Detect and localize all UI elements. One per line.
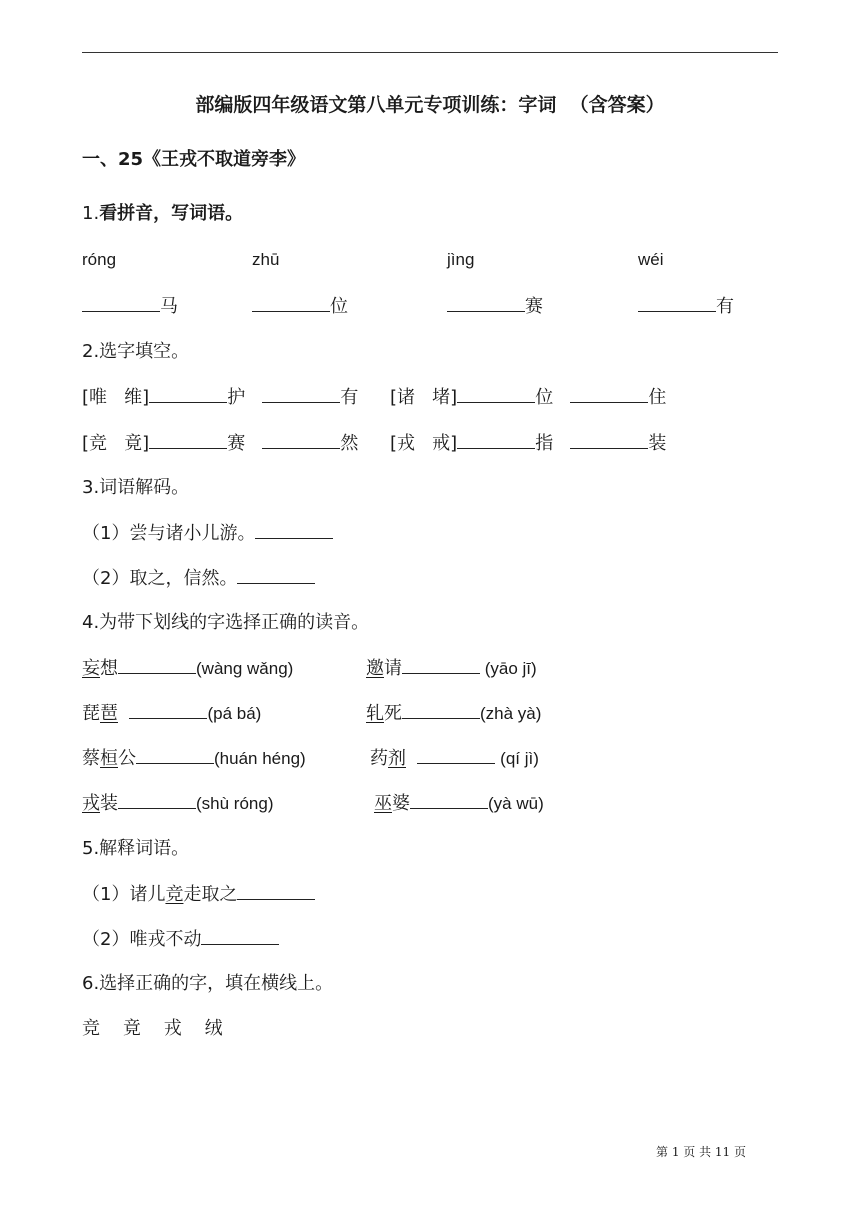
q4-item-3: 琵琶 (pá bá) [82, 703, 262, 724]
answer-blank[interactable] [570, 432, 648, 449]
answer-blank[interactable] [118, 792, 196, 809]
answer-blank[interactable] [402, 702, 480, 719]
answer-blank[interactable] [570, 386, 648, 403]
answer-blank[interactable] [417, 747, 495, 764]
pinyin-1: róng [82, 250, 117, 269]
q6-label: 6.选择正确的字，填在横线上。 [82, 973, 334, 994]
answer-blank[interactable] [237, 883, 315, 900]
q5-label: 5.解释词语。 [82, 838, 190, 859]
answer-blank[interactable] [638, 295, 716, 312]
q4-item-4: 轧死 (zhà yà) [366, 703, 542, 724]
section-heading: 一、25《王戎不取道旁李》 [82, 149, 306, 170]
q4-item-6: 药剂 (qí jì) [370, 748, 539, 769]
q4-item-1: 妄想 (wàng wǎng) [82, 658, 294, 679]
answer-blank[interactable] [457, 432, 535, 449]
answer-blank[interactable] [402, 657, 480, 674]
word-blank-1: 马 [82, 295, 178, 318]
answer-blank[interactable] [237, 567, 315, 584]
answer-blank[interactable] [252, 295, 330, 312]
page-footer: 第 1 页 共 11 页 [656, 1145, 746, 1159]
q3-label: 3.词语解码。 [82, 477, 190, 498]
answer-blank[interactable] [262, 432, 340, 449]
q3-item-1: （1）尝与诸小儿游。 [82, 522, 333, 545]
q6-chars: 竞 竟 戎 绒 [82, 1018, 223, 1039]
word-blank-2: 位 [252, 295, 348, 318]
answer-blank[interactable] [118, 657, 196, 674]
q5-item-2: （2）唯戎不动 [82, 928, 279, 951]
answer-blank[interactable] [149, 386, 227, 403]
q3-item-2: （2）取之，信然。 [82, 567, 315, 590]
q4-item-8: 巫婆 (yà wū) [374, 793, 544, 814]
q1-text: 看拼音，写词语。 [99, 203, 244, 224]
q2-row1-group2: [诸 堵] 位 住 [390, 387, 667, 408]
answer-blank[interactable] [457, 386, 535, 403]
word-blank-4: 有 [638, 295, 734, 318]
pinyin-4: wéi [638, 250, 664, 269]
q5-item-1: （1）诸儿竞走取之 [82, 883, 315, 906]
q1-number: 1. [82, 203, 100, 224]
q4-label: 4.为带下划线的字选择正确的读音。 [82, 612, 370, 633]
q2-label: 2.选字填空。 [82, 341, 190, 362]
q2-row2-group2: [戎 戒] 指 装 [390, 433, 667, 454]
q2-row2-group1: [竞 竟] 赛 然 [82, 433, 359, 454]
answer-blank[interactable] [255, 522, 333, 539]
answer-blank[interactable] [410, 792, 488, 809]
q1-label [82, 203, 243, 225]
q2-row1-group1: [唯 维] 护 有 [82, 387, 359, 408]
page-title: 部编版四年级语文第八单元专项训练：字词 （含答案） [195, 94, 665, 116]
pinyin-2: zhū [252, 250, 280, 269]
q4-item-7: 戎装 (shù róng) [82, 793, 274, 814]
header-rule [82, 52, 778, 53]
answer-blank[interactable] [447, 295, 525, 312]
answer-blank[interactable] [262, 386, 340, 403]
q4-item-2: 邀请 (yāo jī) [366, 658, 537, 679]
answer-blank[interactable] [201, 928, 279, 945]
word-blank-3: 赛 [447, 295, 543, 318]
q4-item-5: 蔡桓公 (huán héng) [82, 748, 306, 769]
pinyin-3: jìng [447, 250, 475, 269]
answer-blank[interactable] [82, 295, 160, 312]
answer-blank[interactable] [149, 432, 227, 449]
answer-blank[interactable] [136, 747, 214, 764]
answer-blank[interactable] [129, 702, 207, 719]
